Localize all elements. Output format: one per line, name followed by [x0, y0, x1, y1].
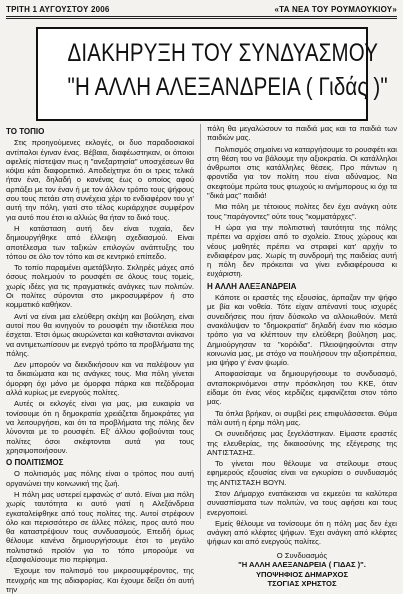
paragraph: Το τοπίο παραμένει αμετάβλητο. Σκληρές μάχες από όσους πολεμούν το ρουσφέτι σε όλους τους τομείς, χωρίς ιδέες για τις πραγματικές ανάγκες των πολιτών. Οι πολίτες σύρονται στο μικροσυμφέρον ή στο κομματικό καθήκον.	[6, 263, 194, 310]
paragraph: Αντί να είναι μια ελεύθερη σκέψη και βούληση, είναι αυτοί που θα κινηγούν το ρουσφέτι την ιδιοτέλεια που έσχεται. Έτσι όμως ακυρώνεται και καθιστανται ανίκανοι να αντιμετωπίσουν με ενεργό τρόπο τα προβλήματα της πόλης.	[6, 311, 194, 358]
headline-line-2: "Η ΑΛΛΗ ΑΛΕΞΑΝΔΡΕΙΑ ( Γιδάς )"	[67, 73, 388, 101]
paragraph: Η πόλη μας υστερεί εμφανώς σ' αυτό. Είναι μια πόλη χωρίς ταυτότητα κι αυτό γιατί η Αλεξάνδρεια εγκαταλείφθηκε από τους πολίτες της. Αυτοί στρέφουν όλο και περισσότερο σε άλλες πόλεις, προς αυτό που θα καταστρέψουν τους συνδυασμούς. Επειδή όμως θέλουμε κανένα δημιουργήσουμε έτσι το μεγάλο πολιτιστικό προϊόν για το τόπο μπορούμε να εξασφαλίσουμε πιο περίφημα.	[6, 489, 194, 565]
paragraph: Αυτές οι εκλογές είναι για μας, μια ευκαιρία να τονίσουμε ότι η δημοκρατία χρειάζεται δημοκράτες για να λειτουργήσει, και ότι τα προβλήματα της πόλης δεν λύνονται με το ρουσφέτι. Εξ' άλλου φοβούνται τους πολίτες όσοι σκέφτονται αυτά για τους χρησιμοποιήσουν.	[6, 399, 194, 455]
page-header	[6, 3, 397, 15]
left-column	[6, 124, 194, 594]
paragraph: Στον Δήμαρχο ενατάκεισαι να εκμεεύει τα καλύτερα συνασπίσματα των πολιτών, να τους αφήσει και τους ενεργοποιεί.	[207, 488, 397, 517]
signature-candidate-name: ΤΣΟΓΙΑΣ ΧΡΗΣΤΟΣ	[267, 579, 337, 589]
header-rule	[6, 16, 397, 17]
header-rule-double	[6, 18, 397, 19]
column-divider	[200, 124, 201, 519]
signature-role: ΥΠΟΨΗΦΙΟΣ ΔΗΜΑΡΧΟΣ	[255, 569, 349, 579]
paragraph: Πολιτισμός σημαίνει να καταργήσουμε το ρουσφέτι και στη θέση του να βάλουμε την αξιοκρατία. Οι κατάλληλοι άνθρωποι στις κατάλληλες θέσεις. Προ πάντων η φροντίδα για τον πολίτη που είναι αδύναμος. Να σκεφτούμε πρώτα τους φτωχούς κι ανήμπορους κι όχι τα "δικά μας" παιδιά!	[207, 144, 397, 201]
paragraph: πόλη θα μεγαλώσουν τα παιδιά μας και τα παιδιά των παιδιών μας.	[207, 124, 397, 143]
signature-line: Ο Συνδυασμός	[276, 550, 328, 560]
paragraph: Το γίνεται που θέλουμε να στείλουμε στους εφημερούς εξουσίας είναι να εγκυρίσει ο συνδυασμός της ΑΝΤΙΣΤΑΣΗ ΒΟΥΝ.	[207, 459, 397, 487]
paragraph: Εμείς θέλουμε να τονίσουμε ότι η πόλη μας δεν έχει ανάγκη από κλέφτες ψήφων. Έχει ανάγκη από κλέφτες ψήφων και από ενεργούς πολίτες.	[207, 518, 397, 547]
right-column	[207, 124, 397, 589]
section-heading-topio: ΤΟ ΤΟΠΙΟ	[6, 127, 45, 136]
newspaper-name: «ΤΑ ΝΕΑ ΤΟΥ ΡΟΥΜΛΟΥΚΙΟΥ»	[274, 4, 397, 14]
signature-coalition-name: "Η ΑΛΛΗ ΑΛΕΞΑΝΔΡΕΙΑ ( ΓΙΔΑΣ )".	[238, 560, 366, 570]
paragraph: Η ώρα για την πολιτιστική ταυτότητα της πόλης πρέπει να αρχίσει από το σχολείο. Στους χώρους και νέους μαθητές πρέπει να στραφεί κατ' αρχήν το ενδιαφέρον μας. Χωρίς τη συνδρομή της παιδείας αυτή η πόλη δεν πρόκειται να γίνει ενδιαφέρουσα κι ευχάριστη.	[207, 222, 397, 279]
headline-line-1: ΔΙΑΚΗΡΥΞΗ ΤΟΥ ΣΥΝΔΥΑΣΜΟΥ	[67, 39, 379, 67]
signature-block	[207, 551, 397, 589]
headline-box	[36, 27, 388, 121]
issue-date: ΤΡΙΤΗ 1 ΑΥΓΟΥΣΤΟΥ 2006	[6, 4, 110, 14]
paragraph: Ο πολιτισμός μας πόλης είναι ο τρόπος που αυτή οργανώνει την κοινωνική της ζωή.	[6, 469, 194, 488]
paragraph: Μια πόλη με τέτοιους πολίτες δεν έχει ανάγκη ούτε τους "παράγοντες" ούτε τους "κομματάρχες".	[207, 202, 397, 221]
section-heading-alli-alexandreia: Η ΑΛΛΗ ΑΛΕΞΑΝΔΡΕΙΑ	[207, 281, 297, 291]
paragraph: Δεν μπορούν να διεκδικήσουν και να παλέψουν για τα δικαιώματα και τις ανάγκες τους. Μια πόλη γίνεται όμορφη όχι μόνο με όμορφα πάρκα και πεζόδρομια αλλά κυρίως με ενεργούς πολίτες.	[6, 360, 194, 398]
paragraph: Οι συνειδήσεις μας ξεγελάστηκαν. Είμαστε εραστές της ελευθερίας, της δικαιοσύνης της εξέγερσης της ΑΝΤΙΣΤΑΣΗΣ.	[207, 429, 397, 457]
paragraph: Αποφασίσαμε να δημιουργήσουμε το συνδυασμό, ανταποκρινόμενοι στην πρόσκληση του ΚΚΕ, όταν είδαμε ότι ένας νέος κερδίζεις εμφανίζεται στον τόπο μας.	[207, 369, 397, 407]
paragraph: Τα όπλα βρήκαν, οι συμβεί ρεις επιφυλάσσεται. Θύμα πάλι αυτή η έρημ πόλη μας.	[207, 408, 397, 427]
paragraph: Στις προηγούμενες εκλογές, οι δυο παραδοσιακοί αντίπαλοι έγιναν ένας. Βέβαια, διαφέωστηκαν, οι όποιοι αφελείς πίστεψαν πως η "ανεξαρτησία" υποσχέσεων θα κόψει κάτι διαφορετικό. Αποδείχτηκε ότι οι τρεις τελικά ήταν ένα, δηλαδή ο κανένας έως ο οποίος αφού αρπάξει με τον έναν ή με τον άλλον τρόπο τους ψήφους σου τους πετάει στη συνέχεια χέρι το ενδιαφέρον του γι' αυτή την πόλη, γιατί στο τέλος κυριάρχησε συμφέρον για αυτό που έτσι κι αλλιώς θα ήταν το δικό τους.	[6, 138, 194, 222]
section-heading-politismos: Ο ΠΟΛΙΤΙΣΜΟΣ	[6, 458, 64, 468]
paragraph: Έχουμε τον πολιτισμό του μικροσυμφέροντος, της πενιχρής και της αδιαφορίας. Και έχουμε δείξει ότι αυτή την	[6, 566, 194, 594]
paragraph: Κάποτε οι εραστές της εξουσίας, άρπαζαν την ψήφο με βία και νοθεία. Τότε είχαν απέναντί τους ισχυρές συνειδήσεις που ήταν δύσκολο να αλλοιωθούν. Μετά ανακάλυψαν το "δημοκρατία" δηλαδή έναν πιο κόσμιο τρόπο για να κλέπτουν την ελεύθερη βούληση μας. Δημιούργησαν τα "κορόιδα". Πλειοψηφούνται στην κοινωνία μας, με στόχο να πουλήσουν την αξιοπρέπεια, μια ψήφο γ' έναν ψωμίο.	[207, 293, 397, 368]
paragraph: Η κατάσταση αυτή δεν είναι τυχαία, δεν δημιουργήθηκε από έλλειψη σχεδιασμού. Είναι αποτέλεσμα των ταξικών επιλογών ανάπτυξης του τόπου σε όλο τον τόπο και σε κεντρικό επίπεδο.	[6, 223, 194, 261]
